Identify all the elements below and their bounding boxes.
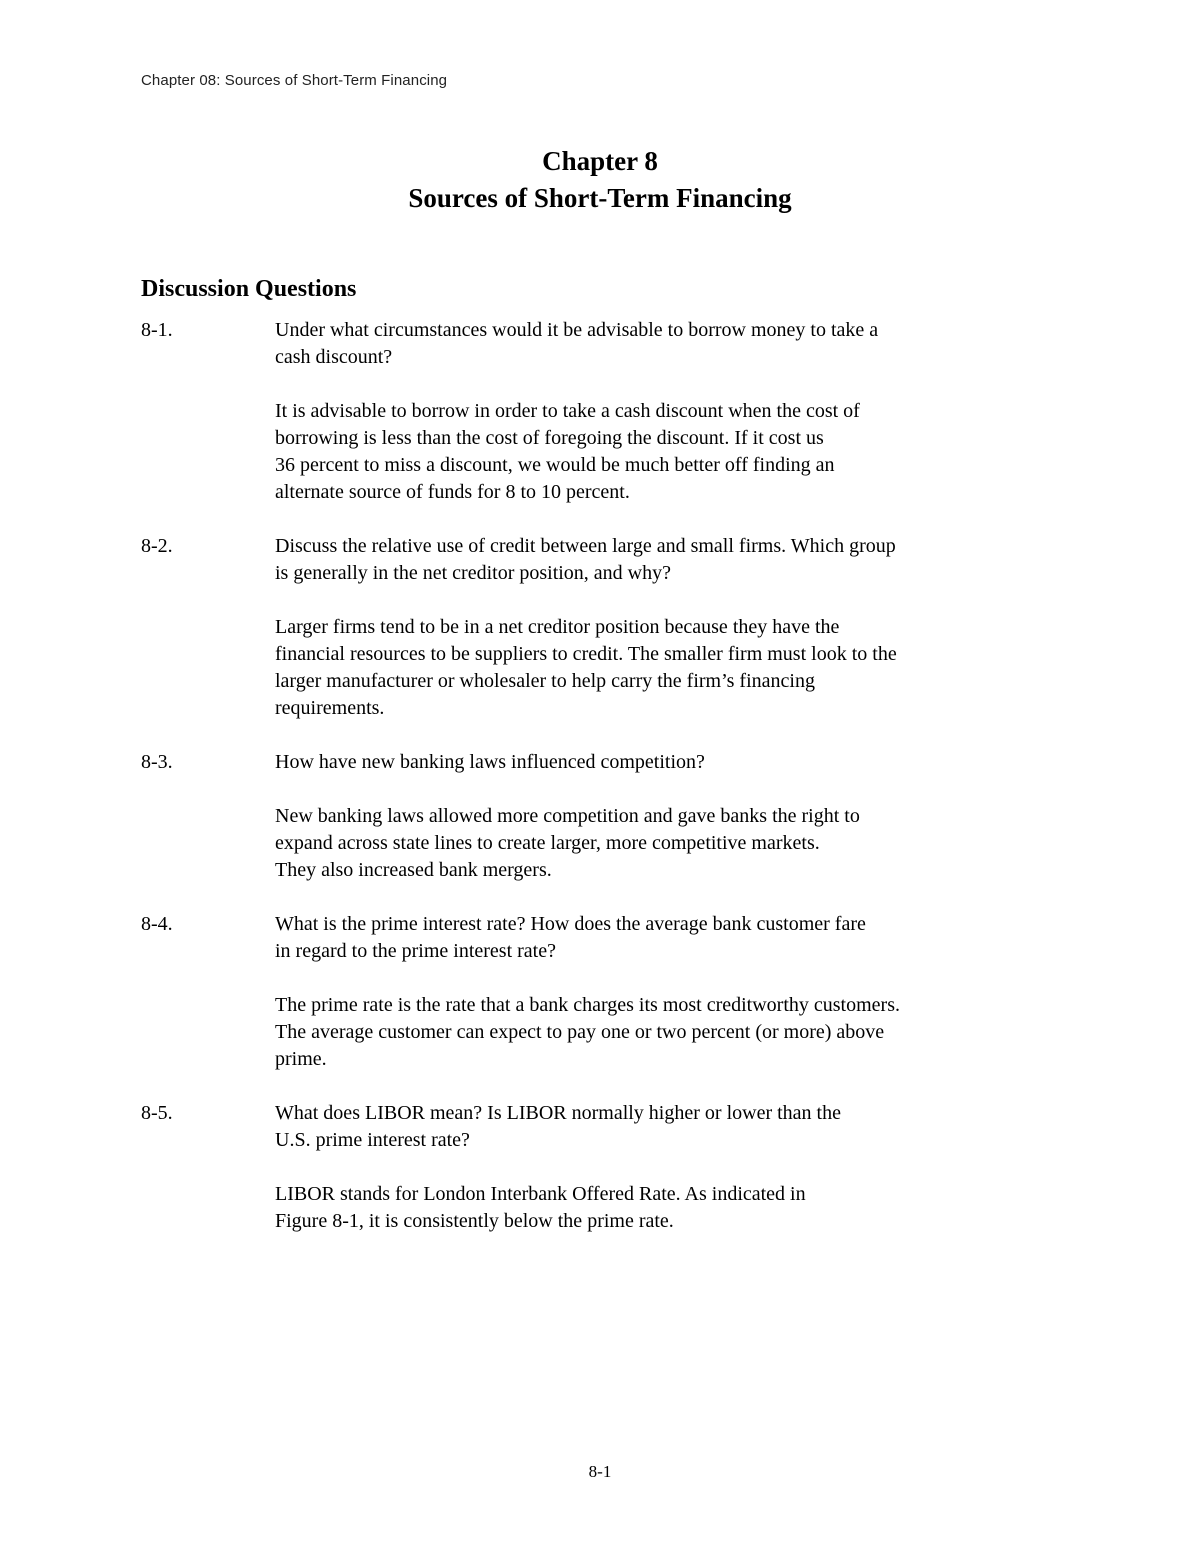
question-text: Under what circumstances would it be advisable to borrow money to take a cash discount? [275, 319, 879, 368]
question-text: Discuss the relative use of credit between large and small firms. Which group is generally in the net creditor position, and why? [275, 535, 896, 584]
question-item [141, 749, 1001, 884]
question-text: What does LIBOR mean? Is LIBOR normally higher or lower than the U.S. prime interest rate? [275, 1102, 841, 1151]
answer-text: LIBOR stands for London Interbank Offered Rate. As indicated in Figure 8-1, it is consistently below the prime rate. [275, 1183, 806, 1232]
chapter-subtitle: Sources of Short-Term Financing [408, 183, 792, 213]
question-number: 8-3. [141, 751, 173, 773]
question-number: 8-5. [141, 1102, 173, 1124]
answer-text: The prime rate is the rate that a bank charges its most creditworthy customers. The average customer can expect to pay one or two percent (or more) above prime. [275, 994, 900, 1070]
question-number: 8-4. [141, 913, 173, 935]
question-number: 8-1. [141, 319, 173, 341]
page-number: 8-1 [588, 1462, 612, 1481]
chapter-title [0, 143, 1200, 217]
question-body [275, 317, 1001, 506]
question-body [275, 1100, 1001, 1235]
question-item [141, 1100, 1001, 1235]
question-item [141, 317, 1001, 506]
question-text: How have new banking laws influenced competition? [275, 751, 705, 773]
question-body [275, 749, 1001, 884]
question-number: 8-2. [141, 535, 173, 557]
discussion-questions-list [141, 317, 1001, 1262]
question-item [141, 533, 1001, 722]
question-body [275, 533, 1001, 722]
question-text: What is the prime interest rate? How does the average bank customer fare in regard to the prime interest rate? [275, 913, 866, 962]
running-header: Chapter 08: Sources of Short-Term Financing [141, 72, 448, 89]
answer-text: Larger firms tend to be in a net creditor position because they have the financial resources to be suppliers to credit. The smaller firm must look to the larger manufacturer or wholesaler to help carry the firm’s financing requirements. [275, 616, 897, 719]
question-body [275, 911, 1001, 1073]
question-item [141, 911, 1001, 1073]
answer-text: It is advisable to borrow in order to take a cash discount when the cost of borrowing is less than the cost of foregoing the discount. If it cost us 36 percent to miss a discount, we would be much better off finding an alternate source of funds for 8 to 10 percent. [275, 400, 860, 503]
section-heading: Discussion Questions [141, 276, 357, 302]
chapter-number: Chapter 8 [542, 146, 658, 176]
answer-text: New banking laws allowed more competition and gave banks the right to expand across state lines to create larger, more competitive markets. They also increased bank mergers. [275, 805, 860, 881]
